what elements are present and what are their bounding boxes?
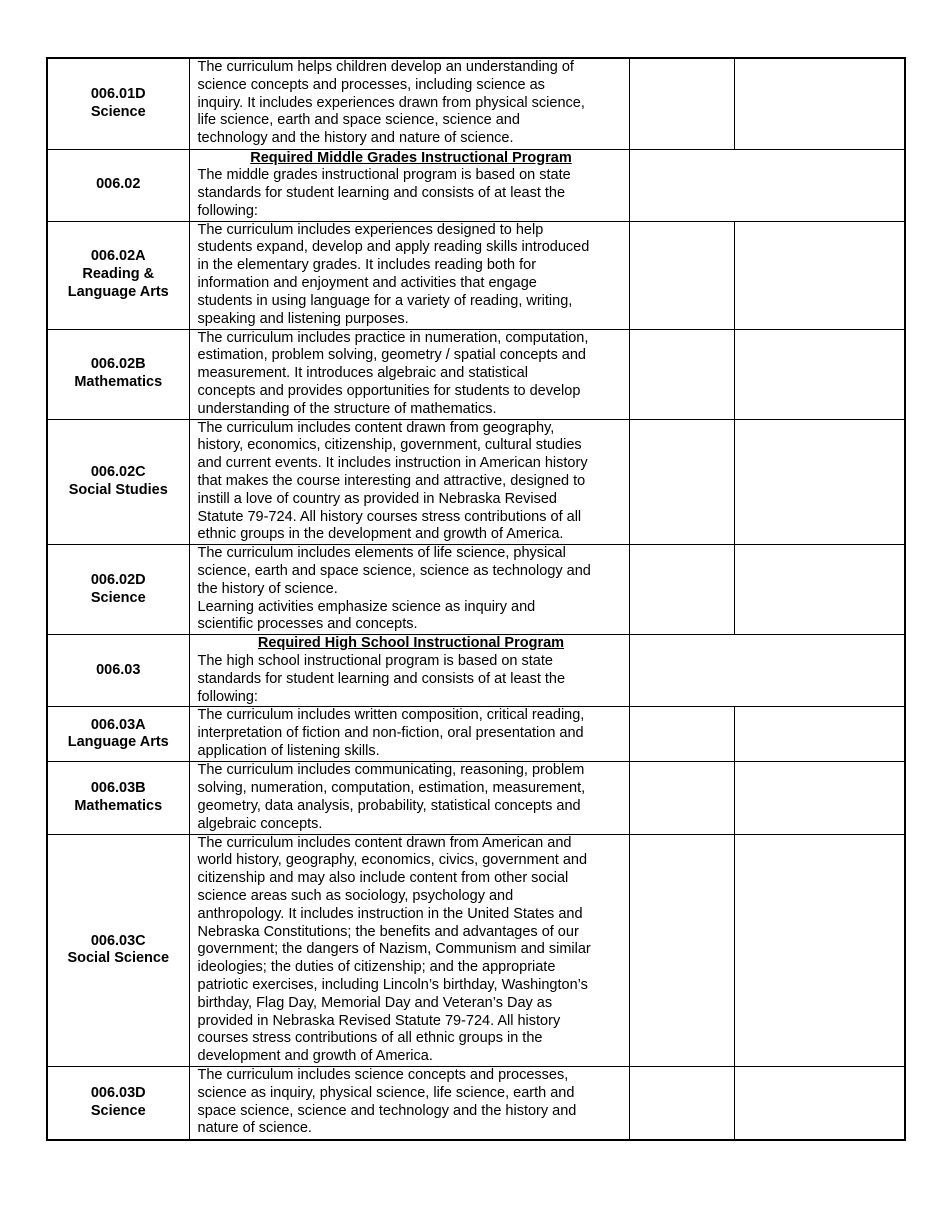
standard-code-cell [47,707,189,762]
subject-name: Science [90,103,146,120]
blank-cell [629,635,905,707]
blank-cell [734,221,905,329]
table-row [47,635,905,707]
standard-code: 006.01D [90,85,146,102]
table-row [47,707,905,762]
blank-cell [629,834,734,1066]
blank-cell [734,329,905,419]
subject-name: Social Studies [68,481,168,498]
table-row [47,221,905,329]
standard-code-cell [47,329,189,419]
table-row [47,545,905,635]
description-cell: The curriculum includes elements of life science, physical science, earth and space science, science as technology and the history of science. Learning activities emphasize science as inquiry and scientific processes and concepts. [189,545,629,635]
blank-cell [629,707,734,762]
standard-code: 006.02 [96,176,141,193]
standard-code-cell [47,419,189,545]
blank-cell [734,834,905,1066]
description-cell: The curriculum helps children develop an understanding of science concepts and processes, including science as inquiry. It includes experiences drawn from physical science, life science, earth and space science, science and technology and the history and nature of science. [189,58,629,149]
standard-code-cell [47,762,189,834]
blank-cell [629,545,734,635]
curriculum-table [46,57,906,1141]
table-row [47,762,905,834]
description-text: The high school instructional program is based on state standards for student learning and consists of at least the following: [197,653,566,705]
standard-code: 006.03 [96,661,141,678]
standard-code-cell [47,635,189,707]
standard-code: 006.03D [90,1084,146,1101]
subject-name: Science [90,589,146,606]
table-row [47,149,905,221]
description-cell [189,635,629,707]
standard-code: 006.02C [90,464,146,481]
description-cell: The curriculum includes content drawn from American and world history, geography, economics, civics, government and citizenship and may also include content from other social science areas such as sociology, psychology and anthropology. It includes instruction in the United States and Nebraska Constitutions; the benefits and advantages of our government; the dangers of Nazism, Communism and similar ideologies; the duties of citizenship; and the appropriate patriotic exercises, including Lincoln’s birthday, Washington’s birthday, Flag Day, Memorial Day and Veteran’s Day as provided in Nebraska Revised Statute 79-724. All history courses stress contributions of all ethnic groups in the development and growth of America. [189,834,629,1066]
blank-cell [734,1067,905,1140]
blank-cell [629,221,734,329]
subject-name: Mathematics [74,374,163,391]
standard-code: 006.02A [90,248,146,265]
blank-cell [734,545,905,635]
description-cell: The curriculum includes experiences designed to help students expand, develop and apply reading skills introduced in the elementary grades. It includes reading both for information and enjoyment and activities that engage students in using language for a variety of reading, writing, speaking and listening purposes. [189,221,629,329]
standard-code-cell [47,545,189,635]
blank-cell [629,329,734,419]
blank-cell [734,58,905,149]
description-text: The middle grades instructional program is based on state standards for student learning and consists of at least the following: [197,167,571,219]
standard-code-cell [47,58,189,149]
section-title: Required High School Instructional Program [257,635,565,652]
blank-cell [629,58,734,149]
standard-code-cell [47,834,189,1066]
subject-name: Language Arts [67,284,169,301]
blank-cell [629,419,734,545]
section-title: Required Middle Grades Instructional Program [250,149,572,166]
subject-name: Social Science [67,950,170,967]
standard-code: 006.02D [90,571,146,588]
description-cell [189,149,629,221]
standard-code-cell [47,221,189,329]
description-cell: The curriculum includes content drawn from geography, history, economics, citizenship, government, cultural studies and current events. It includes instruction in American history that makes the course interesting and attractive, designed to instill a love of country as provided in Nebraska Revised Statute 79-724. All history courses stress contributions of all ethnic groups in the development and growth of America. [189,419,629,545]
table-row [47,1067,905,1140]
table-row [47,419,905,545]
blank-cell [734,762,905,834]
blank-cell [734,419,905,545]
standard-code-cell [47,149,189,221]
description-cell: The curriculum includes written composition, critical reading, interpretation of fiction and non-fiction, oral presentation and application of listening skills. [189,707,629,762]
blank-cell [629,762,734,834]
standard-code: 006.02B [90,356,146,373]
table-row [47,834,905,1066]
subject-name: Mathematics [74,798,163,815]
blank-cell [629,149,905,221]
subject-name: Language Arts [67,734,169,751]
standard-code: 006.03A [90,716,146,733]
standard-code: 006.03B [90,780,146,797]
table-row [47,58,905,149]
blank-cell [629,1067,734,1140]
blank-cell [734,707,905,762]
description-cell: The curriculum includes communicating, reasoning, problem solving, numeration, computation, estimation, measurement, geometry, data analysis, probability, statistical concepts and algebraic concepts. [189,762,629,834]
standard-code-cell [47,1067,189,1140]
description-cell: The curriculum includes practice in numeration, computation, estimation, problem solving, geometry / spatial concepts and measurement. It introduces algebraic and statistical concepts and provides opportunities for students to develop understanding of the structure of mathematics. [189,329,629,419]
table-row [47,329,905,419]
description-cell: The curriculum includes science concepts and processes, science as inquiry, physical science, life science, earth and space science, science and technology and the history and nature of science. [189,1067,629,1140]
subject-name: Science [90,1102,146,1119]
subject-name: Reading & [82,266,155,283]
standard-code: 006.03C [90,932,146,949]
